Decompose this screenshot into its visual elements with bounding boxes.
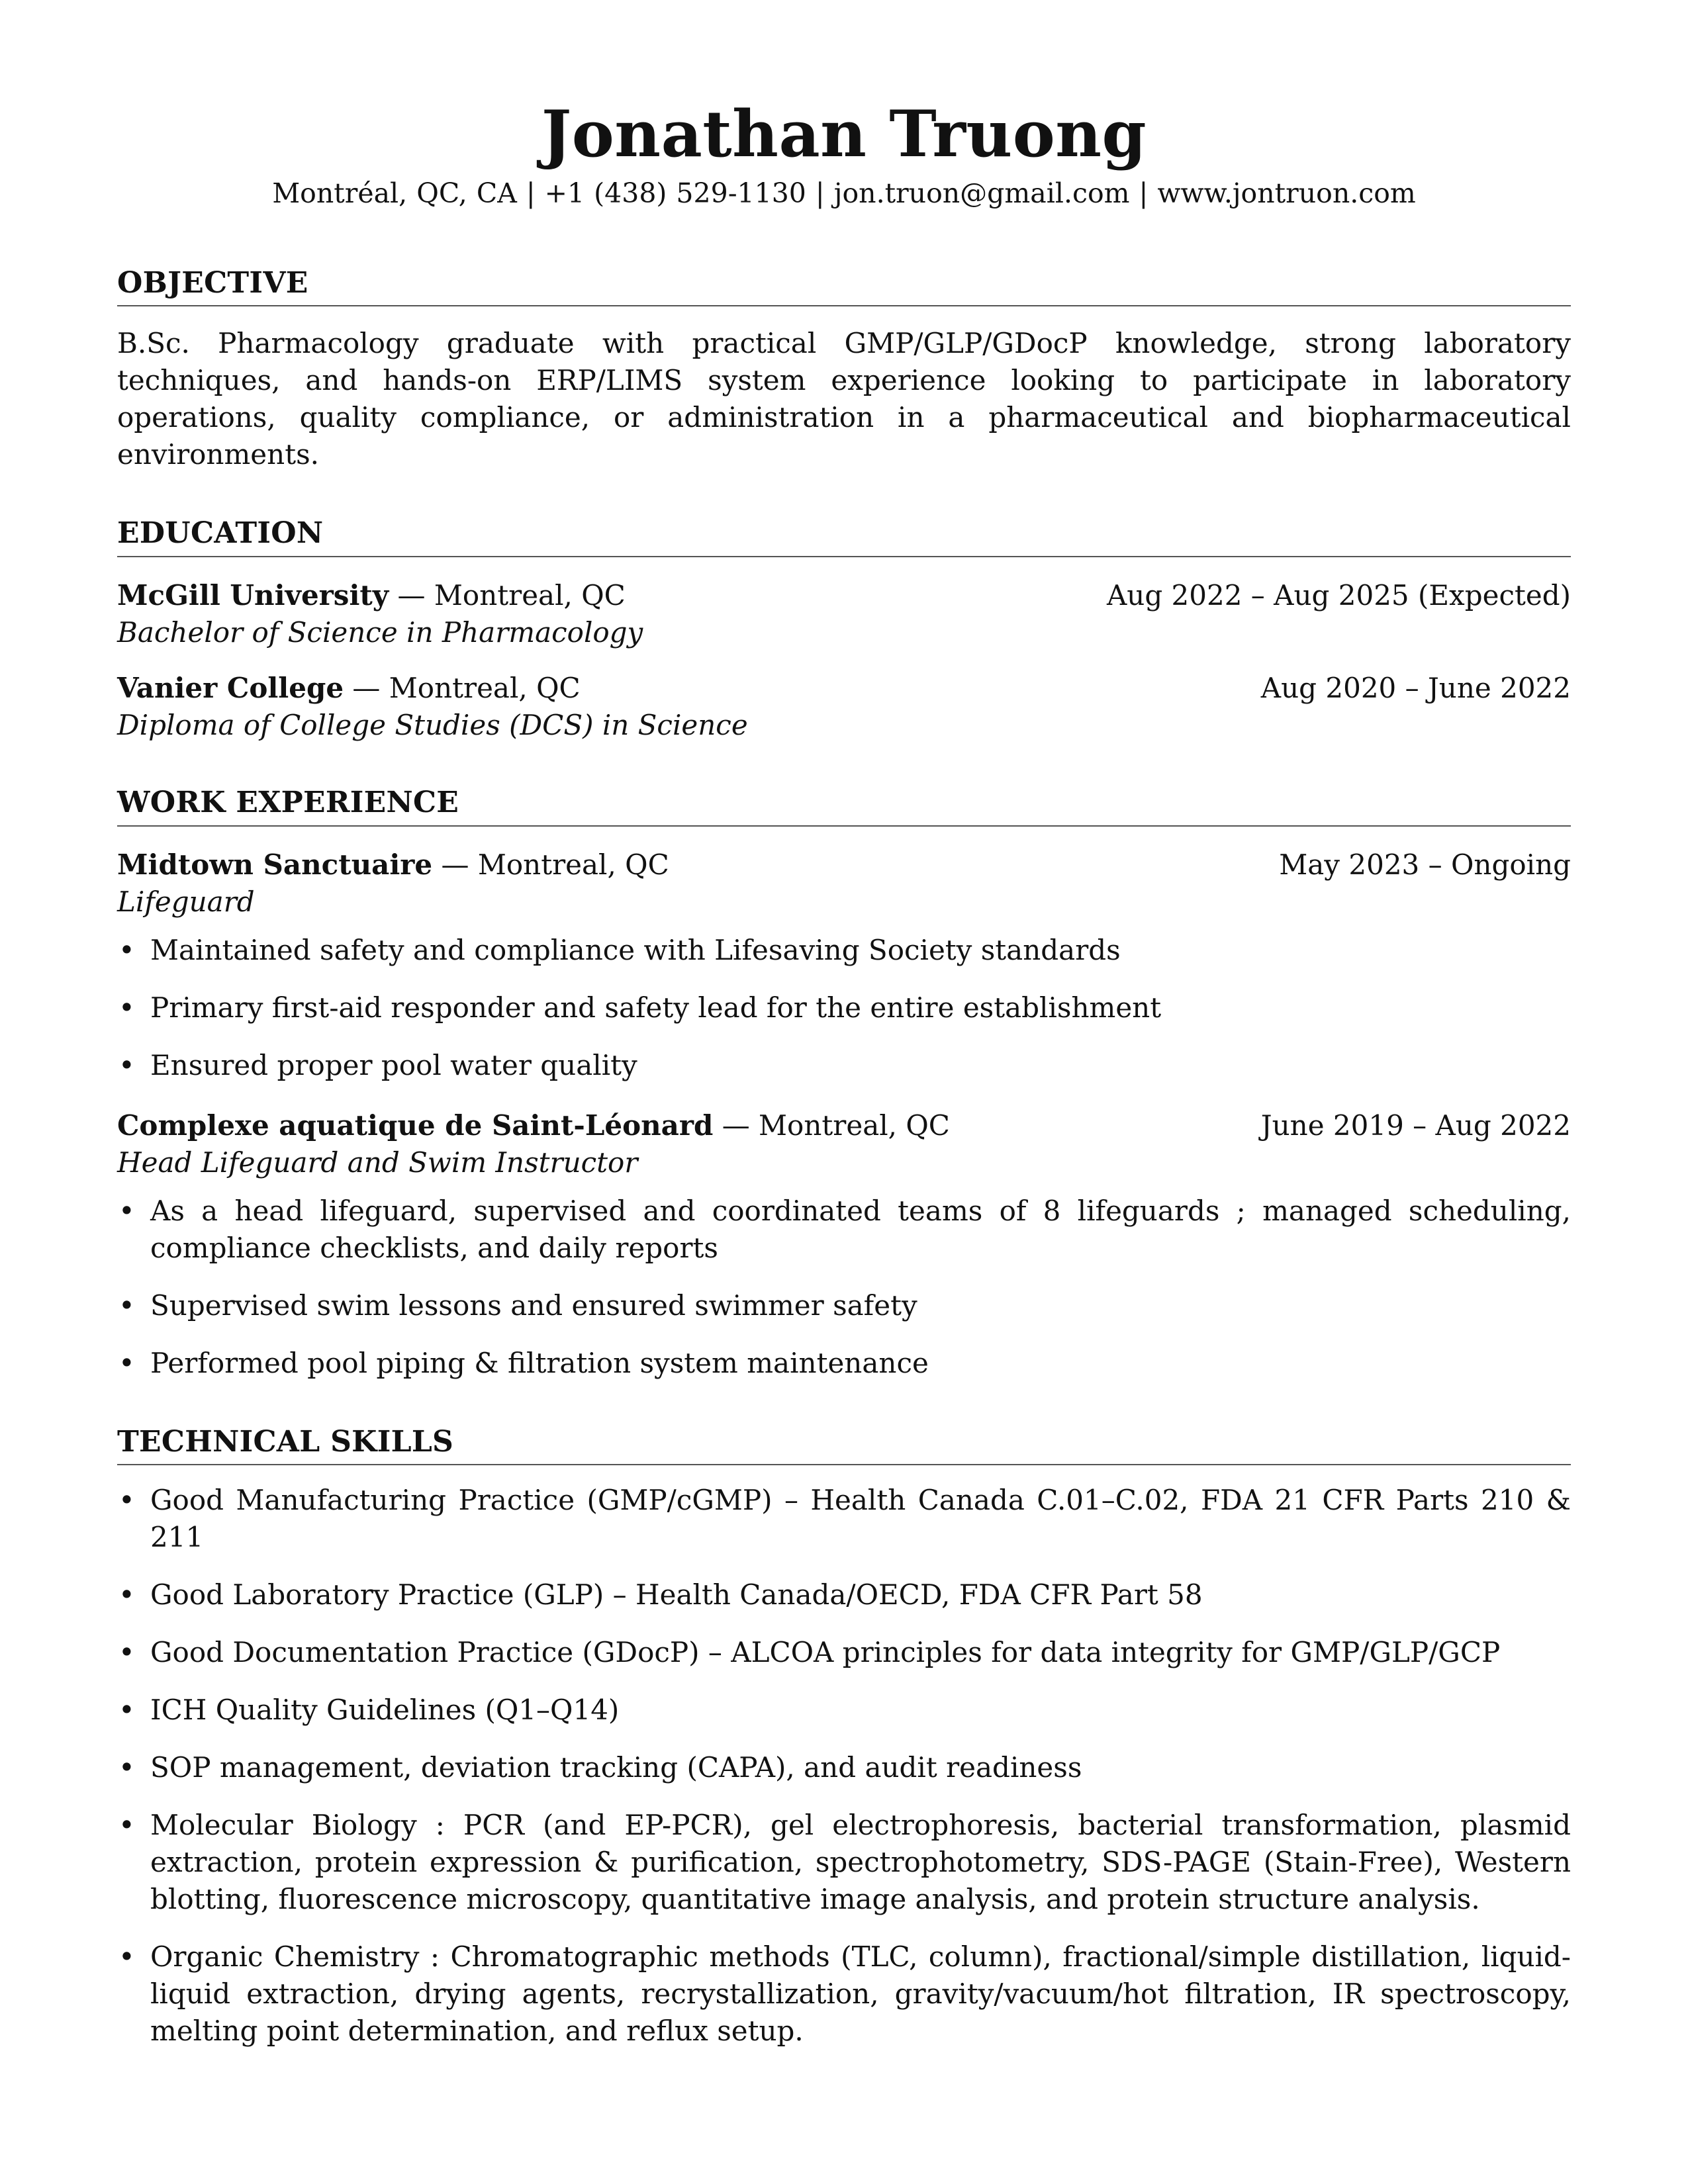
section-title: WORK EXPERIENCE — [117, 786, 1571, 827]
entry-dates: Aug 2020 – June 2022 — [1260, 671, 1571, 704]
education-entry — [117, 577, 1571, 651]
entry-org: Midtown Sanctuaire — [117, 848, 433, 881]
entry-role: Head Lifeguard and Swim Instructor — [117, 1146, 638, 1179]
education-entry — [117, 670, 1571, 744]
section-title: TECHNICAL SKILLS — [117, 1426, 1571, 1466]
objective-section — [117, 267, 1571, 474]
list-item: • ICH Quality Guidelines (Q1–Q14) — [117, 1692, 1571, 1729]
list-item: • Primary first-aid responder and safety lead for the entire establishment — [117, 989, 1571, 1026]
entry-org-line — [117, 670, 581, 707]
list-item: • As a head lifeguard, supervised and coordinated teams of 8 lifeguards ; managed scheduling, compliance checklists, and daily reports — [117, 1193, 1571, 1267]
section-title: EDUCATION — [117, 517, 1571, 557]
list-item: • Good Documentation Practice (GDocP) – ALCOA principles for data integrity for GMP/GLP/GCP — [117, 1634, 1571, 1671]
contact-line: Montréal, QC, CA | +1 (438) 529-1130 | jon.truon@gmail.com | www.jontruon.com — [272, 177, 1416, 209]
entry-location: — Montreal, QC — [389, 578, 626, 612]
list-item: • Performed pool piping & filtration system maintenance — [117, 1345, 1571, 1382]
entry-dates: June 2019 – Aug 2022 — [1260, 1109, 1571, 1142]
bullet-list — [117, 1193, 1571, 1382]
entry-location: — Montreal, QC — [344, 671, 581, 704]
entry-dates: Aug 2022 – Aug 2025 (Expected) — [1106, 578, 1571, 612]
entry-location: — Montreal, QC — [713, 1109, 950, 1142]
list-item: • Good Laboratory Practice (GLP) – Health Canada/OECD, FDA CFR Part 58 — [117, 1576, 1571, 1614]
work-section — [117, 786, 1571, 1382]
entry-header — [117, 1107, 1571, 1144]
entry-org: Complexe aquatique de Saint-Léonard — [117, 1109, 714, 1142]
work-entry — [117, 1107, 1571, 1382]
education-section — [117, 517, 1571, 744]
resume-page — [117, 99, 1571, 2050]
entry-header — [117, 577, 1571, 614]
entry-org-line — [117, 846, 669, 884]
entry-role: Lifeguard — [117, 885, 255, 918]
candidate-name: Jonathan Truong — [541, 97, 1147, 171]
entry-org-line — [117, 1107, 950, 1144]
section-title: OBJECTIVE — [117, 267, 1571, 307]
bullet-list — [117, 932, 1571, 1084]
list-item: • SOP management, deviation tracking (CAPA), and audit readiness — [117, 1749, 1571, 1786]
list-item: • Ensured proper pool water quality — [117, 1047, 1571, 1084]
entry-dates: May 2023 – Ongoing — [1279, 848, 1571, 881]
objective-text: B.Sc. Pharmacology graduate with practical GMP/GLP/GDocP knowledge, strong laboratory techniques, and hands-on ERP/LIMS system experience looking to participate in laboratory operations, quality compliance, or administration in a pharmaceutical and biopharmaceutical environments. — [117, 327, 1571, 471]
skills-list — [117, 1482, 1571, 2050]
list-item: • Maintained safety and compliance with Lifesaving Society standards — [117, 932, 1571, 969]
work-entry — [117, 846, 1571, 1084]
entry-location: — Montreal, QC — [432, 848, 669, 881]
entry-org: Vanier College — [117, 671, 344, 704]
list-item: • Molecular Biology : PCR (and EP-PCR), gel electrophoresis, bacterial transformation, plasmid extraction, protein expression & purification, spectrophotometry, SDS-PAGE (Stain-Free), Western blotting, fluorescence microscopy, quantitative image analysis, and protein structure analysis. — [117, 1807, 1571, 1918]
entry-header — [117, 846, 1571, 884]
entry-role: Diploma of College Studies (DCS) in Science — [117, 708, 748, 741]
list-item: • Organic Chemistry : Chromatographic methods (TLC, column), fractional/simple distillation, liquid-liquid extraction, drying agents, recrystallization, gravity/vacuum/hot filtration, IR spectroscopy, melting point determination, and reflux setup. — [117, 1938, 1571, 2050]
entry-header — [117, 670, 1571, 707]
entry-role: Bachelor of Science in Pharmacology — [117, 615, 643, 649]
entry-org: McGill University — [117, 578, 389, 612]
list-item: • Supervised swim lessons and ensured swimmer safety — [117, 1287, 1571, 1324]
entry-org-line — [117, 577, 626, 614]
list-item: • Good Manufacturing Practice (GMP/cGMP) – Health Canada C.01–C.02, FDA 21 CFR Parts 210 & 211 — [117, 1482, 1571, 1556]
skills-section — [117, 1426, 1571, 2050]
